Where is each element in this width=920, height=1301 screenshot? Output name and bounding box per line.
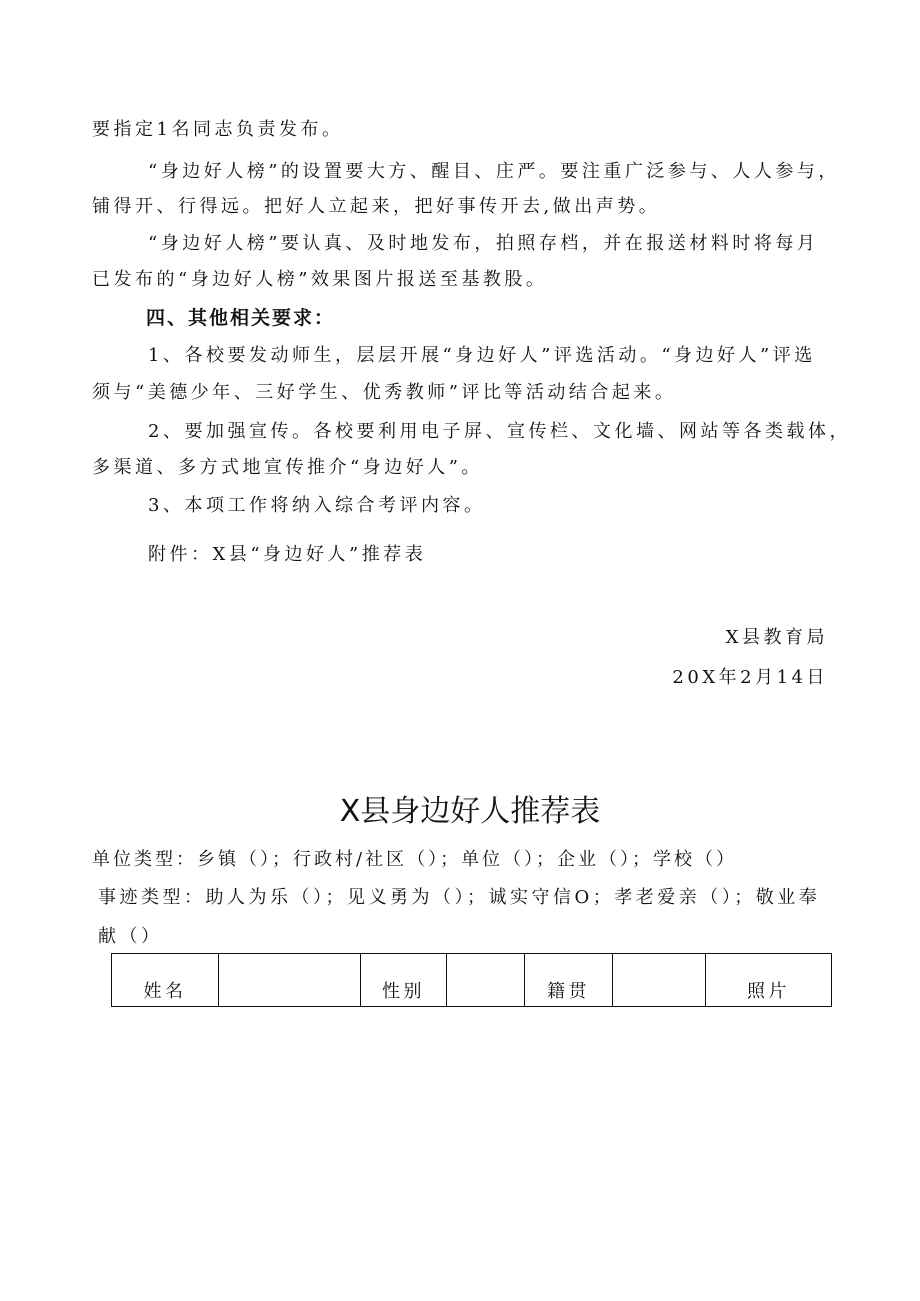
name-label-cell: 姓名 [112, 954, 219, 1007]
requirement-line-3: 2、要加强宣传。各校要利用电子屏、宣传栏、文化墙、网站等各类载体， [148, 421, 851, 442]
name-value-cell [219, 954, 361, 1007]
section-heading: 四、其他相关要求： [146, 307, 336, 329]
notice-line-4: “身边好人榜”要认真、及时地发布，拍照存档，并在报送材料时将每月 [148, 233, 819, 254]
form-title: X县身边好人推荐表 [339, 794, 601, 829]
notice-line-1: 要指定1名同志负责发布。 [92, 119, 344, 140]
signature-date: 20X年2月14日 [672, 667, 828, 688]
notice-line-3: 铺得开、行得远。把好人立起来，把好事传开去,做出声势。 [92, 196, 661, 217]
form-table [111, 953, 832, 1007]
notice-line-5: 已发布的“身边好人榜”效果图片报送至基教股。 [92, 269, 548, 290]
requirement-line-1: 1、各校要发动师生，层层开展“身边好人”评选活动。“身边好人”评选 [148, 345, 816, 366]
requirement-line-2: 须与“美德少年、三好学生、优秀教师”评比等活动结合起来。 [92, 382, 677, 403]
origin-label-cell: 籍贯 [525, 954, 613, 1007]
photo-label-cell: 照片 [706, 954, 832, 1007]
gender-value-cell [447, 954, 525, 1007]
notice-line-2: “身边好人榜”的设置要大方、醒目、庄严。要注重广泛参与、人人参与， [148, 161, 840, 182]
unit-type-line: 单位类型：乡镇（）；行政村/社区（）；单位（）；企业（）；学校（） [92, 849, 738, 870]
deed-type-line-1: 事迹类型：助人为乐（）；见义勇为（）；诚实守信O；孝老爱亲（）；敬业奉 [98, 887, 821, 908]
table-row [112, 954, 832, 1007]
signature-organization: X县教育局 [725, 627, 828, 648]
origin-value-cell [613, 954, 706, 1007]
requirement-line-5: 3、本项工作将纳入综合考评内容。 [148, 495, 486, 516]
requirement-line-4: 多渠道、多方式地宣传推介“身边好人”。 [92, 457, 483, 478]
attachment-note: 附件：X县“身边好人”推荐表 [148, 544, 427, 565]
deed-type-line-2: 献（） [98, 926, 163, 947]
gender-label-cell: 性别 [361, 954, 447, 1007]
